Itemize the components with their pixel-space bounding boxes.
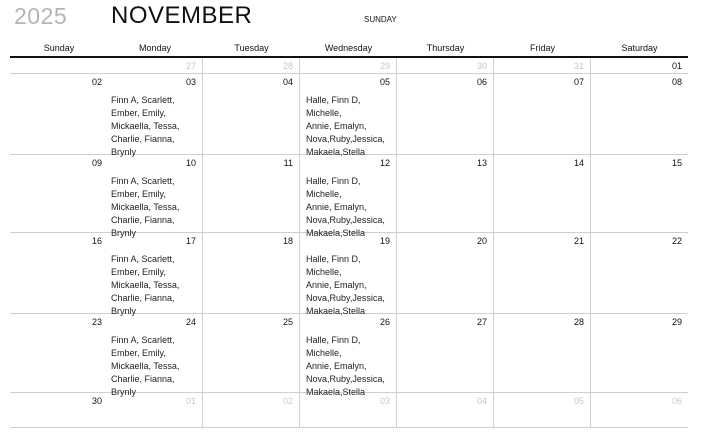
weekday-thursday: Thursday bbox=[426, 43, 465, 53]
day-cell-monday bbox=[106, 155, 203, 238]
day-number: 04 bbox=[282, 77, 293, 87]
day-notes: Finn A, Scarlett, Ember, Emily, Mickaella, Tessa, Charlie, Fianna, Brynly bbox=[111, 176, 180, 238]
day-cell-sunday bbox=[10, 74, 106, 155]
day-number: 05 bbox=[573, 396, 584, 406]
day-number: 03 bbox=[185, 77, 196, 87]
day-cell-wednesday bbox=[300, 233, 397, 314]
day-number: 07 bbox=[573, 77, 584, 87]
day-notes: Halle, Finn D, Michelle, Annie, Emalyn, Nova,Ruby,Jessica, Makaela,Stella bbox=[306, 335, 385, 397]
day-cell-friday bbox=[494, 393, 591, 428]
day-number: 26 bbox=[379, 317, 390, 327]
day-number: 03 bbox=[379, 396, 390, 406]
day-number: 19 bbox=[379, 236, 390, 246]
day-number: 08 bbox=[671, 77, 682, 87]
day-cell-thursday bbox=[397, 74, 494, 155]
weekday-saturday: Saturday bbox=[621, 43, 658, 53]
day-cell-friday bbox=[494, 58, 591, 74]
day-number: 24 bbox=[185, 317, 196, 327]
day-cell-sunday bbox=[10, 58, 106, 74]
day-cell-sunday bbox=[10, 393, 106, 428]
day-number: 27 bbox=[185, 61, 196, 71]
day-number: 12 bbox=[379, 158, 390, 168]
day-number: 31 bbox=[573, 61, 584, 71]
day-notes: Finn A, Scarlett, Ember, Emily, Mickaella, Tessa, Charlie, Fianna, Brynly bbox=[111, 335, 180, 397]
day-number: 30 bbox=[476, 61, 487, 71]
day-number: 14 bbox=[573, 158, 584, 168]
day-cell-thursday bbox=[397, 58, 494, 74]
day-cell-monday bbox=[106, 233, 203, 314]
day-cell-wednesday bbox=[300, 155, 397, 238]
day-number: 16 bbox=[91, 236, 102, 246]
day-cell-tuesday bbox=[203, 393, 300, 428]
day-notes: Halle, Finn D, Michelle, Annie, Emalyn, Nova,Ruby,Jessica, Makaela,Stella bbox=[306, 176, 385, 238]
day-cell-wednesday bbox=[300, 58, 397, 74]
day-number: 01 bbox=[671, 61, 682, 71]
day-number: 02 bbox=[91, 77, 102, 87]
day-cell-sunday bbox=[10, 314, 106, 393]
day-cell-monday bbox=[106, 74, 203, 155]
day-cell-sunday bbox=[10, 233, 106, 314]
day-cell-wednesday bbox=[300, 393, 397, 428]
day-number: 28 bbox=[282, 61, 293, 71]
day-cell-tuesday bbox=[203, 314, 300, 393]
weekday-header bbox=[10, 43, 688, 57]
day-number: 30 bbox=[91, 396, 102, 406]
day-cell-wednesday bbox=[300, 314, 397, 397]
day-cell-saturday bbox=[591, 393, 688, 428]
day-number: 13 bbox=[476, 158, 487, 168]
day-number: 10 bbox=[185, 158, 196, 168]
day-notes: Finn A, Scarlett, Ember, Emily, Mickaella, Tessa, Charlie, Fianna, Brynly bbox=[111, 254, 180, 316]
day-number: 23 bbox=[91, 317, 102, 327]
day-number: 29 bbox=[671, 317, 682, 327]
day-number: 21 bbox=[573, 236, 584, 246]
subtitle-label: SUNDAY bbox=[364, 15, 397, 24]
day-notes: Halle, Finn D, Michelle, Annie, Emalyn, Nova,Ruby,Jessica, Makaela,Stella bbox=[306, 254, 385, 316]
weekday-friday: Friday bbox=[529, 43, 555, 53]
day-cell-wednesday bbox=[300, 74, 397, 155]
day-cell-friday bbox=[494, 233, 591, 314]
day-number: 02 bbox=[282, 396, 293, 406]
day-cell-thursday bbox=[397, 314, 494, 393]
day-number: 20 bbox=[476, 236, 487, 246]
day-cell-friday bbox=[494, 74, 591, 155]
day-notes: Halle, Finn D, Michelle, Annie, Emalyn, Nova,Ruby,Jessica, Makaela,Stella bbox=[306, 95, 385, 157]
day-number: 17 bbox=[185, 236, 196, 246]
day-cell-saturday bbox=[591, 155, 688, 233]
day-number: 11 bbox=[283, 158, 293, 168]
day-number: 06 bbox=[476, 77, 487, 87]
year-label: 2025 bbox=[14, 3, 68, 29]
day-cell-thursday bbox=[397, 393, 494, 428]
weekday-wednesday: Wednesday bbox=[324, 43, 373, 53]
weekday-tuesday: Tuesday bbox=[234, 43, 269, 53]
day-number: 15 bbox=[671, 158, 682, 168]
day-cell-sunday bbox=[10, 155, 106, 233]
day-cell-tuesday bbox=[203, 155, 300, 233]
day-cell-monday bbox=[106, 58, 203, 74]
day-number: 09 bbox=[91, 158, 102, 168]
day-cell-monday bbox=[106, 314, 203, 397]
day-number: 27 bbox=[476, 317, 487, 327]
day-number: 04 bbox=[476, 396, 487, 406]
day-number: 28 bbox=[573, 317, 584, 327]
day-number: 25 bbox=[282, 317, 293, 327]
day-number: 01 bbox=[185, 396, 196, 406]
day-number: 05 bbox=[379, 77, 390, 87]
day-number: 06 bbox=[671, 396, 682, 406]
month-title: NOVEMBER bbox=[111, 2, 253, 29]
calendar-grid bbox=[10, 58, 688, 428]
day-number: 18 bbox=[282, 236, 293, 246]
weekday-sunday: Sunday bbox=[43, 43, 75, 53]
day-cell-friday bbox=[494, 314, 591, 393]
day-cell-friday bbox=[494, 155, 591, 233]
day-cell-tuesday bbox=[203, 233, 300, 314]
day-cell-thursday bbox=[397, 233, 494, 314]
day-notes: Finn A, Scarlett, Ember, Emily, Mickaella, Tessa, Charlie, Fianna, Brynly bbox=[111, 95, 180, 157]
day-cell-saturday bbox=[591, 58, 688, 74]
day-number: 29 bbox=[379, 61, 390, 71]
day-number: 22 bbox=[671, 236, 682, 246]
day-cell-monday bbox=[106, 393, 203, 428]
day-cell-saturday bbox=[591, 314, 688, 393]
day-cell-thursday bbox=[397, 155, 494, 233]
weekday-monday: Monday bbox=[138, 43, 172, 53]
day-cell-tuesday bbox=[203, 74, 300, 155]
day-cell-saturday bbox=[591, 233, 688, 314]
day-cell-tuesday bbox=[203, 58, 300, 74]
day-cell-saturday bbox=[591, 74, 688, 155]
